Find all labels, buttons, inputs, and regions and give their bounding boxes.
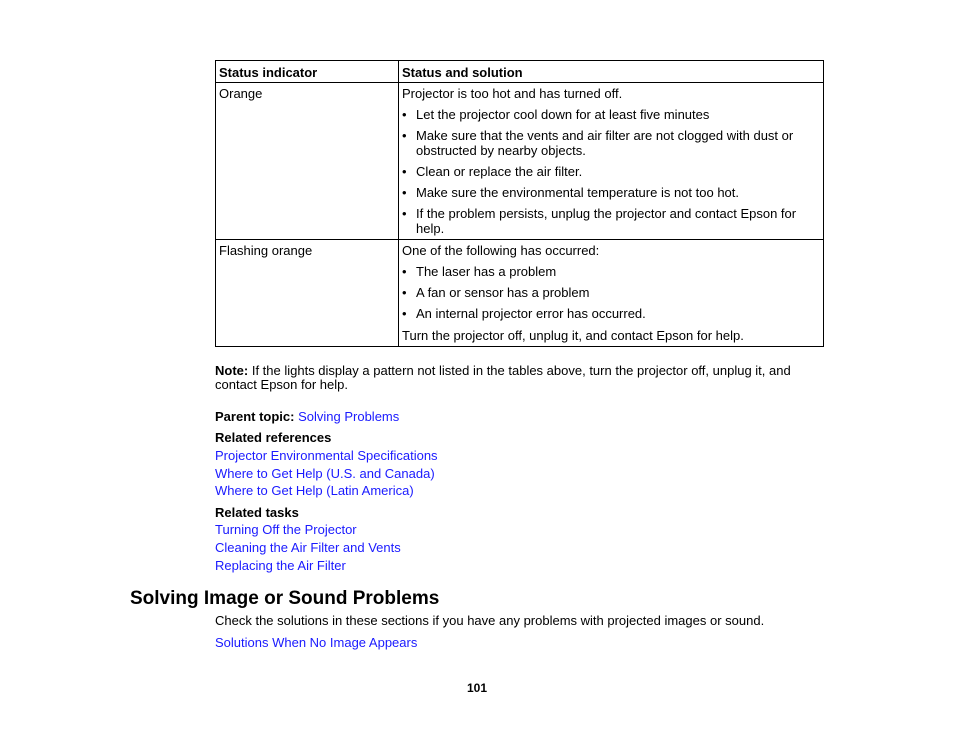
related-task-link[interactable]: Replacing the Air Filter xyxy=(215,558,346,573)
page-number: 101 xyxy=(466,681,488,695)
note-text: If the lights display a pattern not listed in the tables above, turn the projector off, unplug it, and contact Epson for help. xyxy=(215,363,791,392)
related-task-link[interactable]: Turning Off the Projector xyxy=(215,522,357,537)
status-indicator-cell: Flashing orange xyxy=(216,240,399,347)
list-item-text: Make sure that the vents and air filter are not clogged with dust or obstructed by nearby objects. xyxy=(416,128,794,158)
parent-topic-label: Parent topic: xyxy=(215,409,295,424)
note-paragraph xyxy=(215,364,815,392)
solution-intro: One of the following has occurred: xyxy=(402,243,600,258)
list-item-text: The laser has a problem xyxy=(416,264,557,279)
bullet-icon: • xyxy=(402,164,407,179)
list-item xyxy=(402,128,820,158)
section-intro: Check the solutions in these sections if you have any problems with projected images or sound. xyxy=(215,613,765,628)
column-header: Status and solution xyxy=(399,61,824,83)
bullet-icon: • xyxy=(402,285,407,300)
list-item-text: Let the projector cool down for at least five minutes xyxy=(416,107,710,122)
related-task-link[interactable]: Cleaning the Air Filter and Vents xyxy=(215,540,401,555)
column-header: Status indicator xyxy=(216,61,399,83)
parent-topic xyxy=(215,410,399,424)
solution-list xyxy=(402,264,820,321)
list-item xyxy=(402,164,820,179)
list-item-text: If the problem persists, unplug the projector and contact Epson for help. xyxy=(416,206,797,236)
list-item xyxy=(402,285,820,300)
status-solution-cell xyxy=(399,240,824,347)
list-item xyxy=(402,264,820,279)
bullet-icon: • xyxy=(402,306,407,321)
related-references-heading: Related references xyxy=(215,430,332,445)
list-item xyxy=(402,107,820,122)
table-header-row xyxy=(216,61,824,83)
status-indicator-cell: Orange xyxy=(216,83,399,240)
related-reference-link[interactable]: Projector Environmental Specifications xyxy=(215,448,438,463)
solution-list xyxy=(402,107,820,236)
table-row xyxy=(216,240,824,347)
related-reference-link[interactable]: Where to Get Help (Latin America) xyxy=(215,483,414,498)
bullet-icon: • xyxy=(402,185,407,200)
status-table xyxy=(215,60,824,347)
note-label: Note: xyxy=(215,363,249,378)
related-reference-link[interactable]: Where to Get Help (U.S. and Canada) xyxy=(215,466,435,481)
status-solution-cell xyxy=(399,83,824,240)
list-item xyxy=(402,185,820,200)
table-row xyxy=(216,83,824,240)
list-item xyxy=(402,306,820,321)
bullet-icon: • xyxy=(402,128,407,143)
bullet-icon: • xyxy=(402,206,407,221)
list-item-text: Clean or replace the air filter. xyxy=(416,164,583,179)
list-item-text: An internal projector error has occurred. xyxy=(416,306,646,321)
parent-topic-link[interactable]: Solving Problems xyxy=(298,409,400,424)
solution-trailing: Turn the projector off, unplug it, and contact Epson for help. xyxy=(402,328,744,343)
bullet-icon: • xyxy=(402,264,407,279)
section-title: Solving Image or Sound Problems xyxy=(130,588,440,609)
list-item-text: Make sure the environmental temperature is not too hot. xyxy=(416,185,740,200)
bullet-icon: • xyxy=(402,107,407,122)
solution-intro: Projector is too hot and has turned off. xyxy=(402,86,623,101)
list-item-text: A fan or sensor has a problem xyxy=(416,285,590,300)
section-link[interactable]: Solutions When No Image Appears xyxy=(215,635,418,650)
related-tasks-heading: Related tasks xyxy=(215,505,299,520)
list-item xyxy=(402,206,820,236)
